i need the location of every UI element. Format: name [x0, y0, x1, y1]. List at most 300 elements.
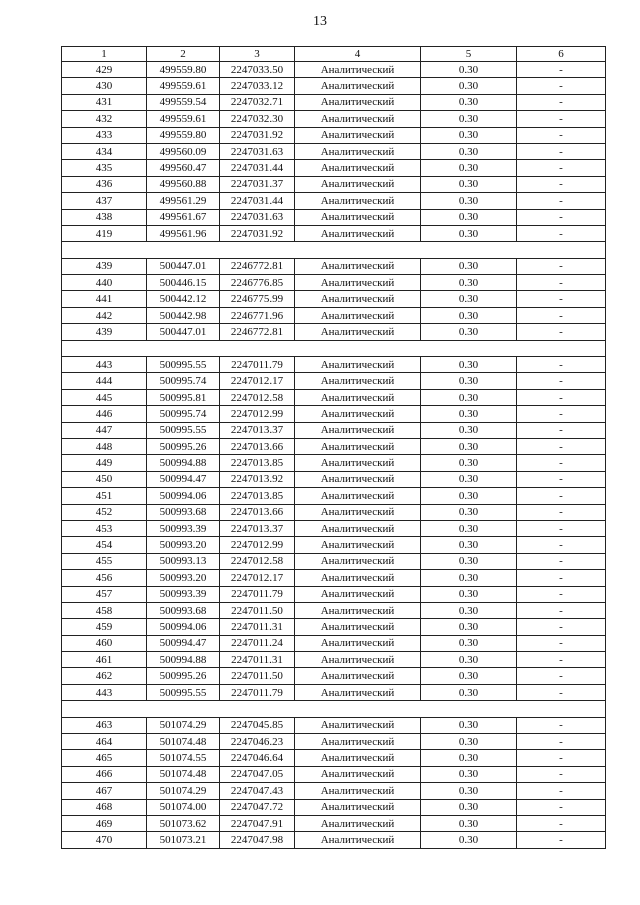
table-cell: 0.30: [421, 799, 517, 815]
table-cell: 0.30: [421, 471, 517, 487]
table-cell: 0.30: [421, 783, 517, 799]
table-cell: 2246771.96: [220, 307, 295, 323]
table-cell: 500993.68: [147, 602, 220, 618]
table-cell: Аналитический: [295, 62, 421, 78]
table-cell: 0.30: [421, 422, 517, 438]
table-cell: 500446.15: [147, 275, 220, 291]
table-cell: 0.30: [421, 619, 517, 635]
table-cell: 2247012.17: [220, 570, 295, 586]
table-cell: Аналитический: [295, 176, 421, 192]
table-row: [62, 602, 606, 618]
group-separator-row: [62, 701, 606, 717]
table-cell: 2247011.24: [220, 635, 295, 651]
column-header: 6: [517, 47, 606, 62]
table-cell: 0.30: [421, 488, 517, 504]
table-cell: -: [517, 143, 606, 159]
table-cell: -: [517, 160, 606, 176]
table-row: [62, 553, 606, 569]
table-cell: 0.30: [421, 602, 517, 618]
table-cell: 2247011.31: [220, 619, 295, 635]
table-cell: 451: [62, 488, 147, 504]
table-cell: 0.30: [421, 357, 517, 373]
table-cell: Аналитический: [295, 160, 421, 176]
table-cell: 0.30: [421, 635, 517, 651]
table-cell: -: [517, 111, 606, 127]
table-row: [62, 652, 606, 668]
table-cell: 2247047.43: [220, 783, 295, 799]
table-cell: 500442.12: [147, 291, 220, 307]
table-cell: Аналитический: [295, 307, 421, 323]
table-row: [62, 291, 606, 307]
column-header: 4: [295, 47, 421, 62]
table-cell: 440: [62, 275, 147, 291]
table-cell: 0.30: [421, 78, 517, 94]
table-cell: Аналитический: [295, 750, 421, 766]
table-cell: 2247047.05: [220, 766, 295, 782]
table-cell: -: [517, 537, 606, 553]
table-cell: Аналитический: [295, 193, 421, 209]
table-cell: 2247032.30: [220, 111, 295, 127]
table-cell: -: [517, 815, 606, 831]
table-cell: 500994.47: [147, 635, 220, 651]
table-cell: Аналитический: [295, 635, 421, 651]
column-header: 2: [147, 47, 220, 62]
table-cell: 443: [62, 684, 147, 700]
table-cell: -: [517, 94, 606, 110]
table-row: [62, 62, 606, 78]
table-cell: 2247013.85: [220, 488, 295, 504]
table-cell: 2247012.58: [220, 553, 295, 569]
table-cell: Аналитический: [295, 209, 421, 225]
table-cell: 449: [62, 455, 147, 471]
table-cell: 500993.20: [147, 570, 220, 586]
table-row: [62, 455, 606, 471]
table-cell: -: [517, 406, 606, 422]
table-cell: 2247031.92: [220, 225, 295, 241]
table-cell: 0.30: [421, 553, 517, 569]
table-cell: 0.30: [421, 176, 517, 192]
table-cell: 0.30: [421, 62, 517, 78]
table-cell: 2247046.23: [220, 734, 295, 750]
table-cell: 0.30: [421, 143, 517, 159]
table-row: [62, 160, 606, 176]
table-cell: 452: [62, 504, 147, 520]
table-cell: 500442.98: [147, 307, 220, 323]
table-cell: -: [517, 570, 606, 586]
table-cell: 499559.54: [147, 94, 220, 110]
table-row: [62, 307, 606, 323]
table-cell: 0.30: [421, 275, 517, 291]
table-cell: Аналитический: [295, 357, 421, 373]
table-cell: 429: [62, 62, 147, 78]
table-row: [62, 684, 606, 700]
table-row: [62, 143, 606, 159]
table-cell: 2247012.17: [220, 373, 295, 389]
table-cell: -: [517, 455, 606, 471]
table-cell: 437: [62, 193, 147, 209]
table-cell: 2247011.79: [220, 586, 295, 602]
table-cell: Аналитический: [295, 78, 421, 94]
table-cell: 435: [62, 160, 147, 176]
table-cell: 453: [62, 520, 147, 536]
table-cell: 461: [62, 652, 147, 668]
table-cell: 459: [62, 619, 147, 635]
table-cell: 2247011.79: [220, 684, 295, 700]
table-cell: Аналитический: [295, 668, 421, 684]
table-cell: 500993.39: [147, 520, 220, 536]
table-cell: 500994.06: [147, 488, 220, 504]
table-row: [62, 176, 606, 192]
table-row: [62, 766, 606, 782]
table-cell: 0.30: [421, 832, 517, 848]
table-cell: Аналитический: [295, 652, 421, 668]
table-cell: 499561.96: [147, 225, 220, 241]
empty-cell: [62, 340, 606, 356]
table-cell: Аналитический: [295, 127, 421, 143]
table-cell: 499560.88: [147, 176, 220, 192]
table-cell: 2247047.98: [220, 832, 295, 848]
table-row: [62, 78, 606, 94]
table-row: [62, 799, 606, 815]
table-cell: 443: [62, 357, 147, 373]
table-cell: -: [517, 62, 606, 78]
table-cell: -: [517, 488, 606, 504]
table-cell: 431: [62, 94, 147, 110]
table-cell: 0.30: [421, 160, 517, 176]
table-row: [62, 275, 606, 291]
table-row: [62, 127, 606, 143]
table-cell: 2247013.66: [220, 504, 295, 520]
table-cell: 0.30: [421, 406, 517, 422]
table-cell: 430: [62, 78, 147, 94]
table-cell: -: [517, 357, 606, 373]
table-cell: 0.30: [421, 537, 517, 553]
table-cell: 500993.68: [147, 504, 220, 520]
table-row: [62, 488, 606, 504]
table-cell: 456: [62, 570, 147, 586]
table-cell: -: [517, 504, 606, 520]
coordinates-table: [61, 46, 606, 849]
table-cell: -: [517, 520, 606, 536]
table-cell: 2247031.63: [220, 143, 295, 159]
table-cell: -: [517, 373, 606, 389]
page-number: 13: [313, 14, 327, 29]
table-cell: -: [517, 422, 606, 438]
table-cell: Аналитический: [295, 389, 421, 405]
table-cell: -: [517, 717, 606, 733]
table-cell: -: [517, 766, 606, 782]
table-cell: 0.30: [421, 815, 517, 831]
column-header: 3: [220, 47, 295, 62]
table-cell: 439: [62, 324, 147, 340]
group-separator-row: [62, 242, 606, 258]
table-cell: -: [517, 586, 606, 602]
table-cell: -: [517, 209, 606, 225]
table-cell: 2247031.92: [220, 127, 295, 143]
table-cell: -: [517, 471, 606, 487]
table-cell: -: [517, 307, 606, 323]
table-cell: 2246776.85: [220, 275, 295, 291]
table-cell: 501074.48: [147, 734, 220, 750]
table-cell: Аналитический: [295, 553, 421, 569]
table-cell: 0.30: [421, 455, 517, 471]
table-cell: 0.30: [421, 225, 517, 241]
table-cell: -: [517, 684, 606, 700]
table-cell: -: [517, 193, 606, 209]
empty-cell: [62, 242, 606, 258]
table-row: [62, 619, 606, 635]
table-cell: 441: [62, 291, 147, 307]
table-cell: 0.30: [421, 652, 517, 668]
table-cell: 500993.39: [147, 586, 220, 602]
table-cell: 500995.74: [147, 373, 220, 389]
table-cell: 499559.61: [147, 78, 220, 94]
table-cell: -: [517, 176, 606, 192]
table-cell: 447: [62, 422, 147, 438]
table-cell: 445: [62, 389, 147, 405]
table-cell: 2247032.71: [220, 94, 295, 110]
table-row: [62, 832, 606, 848]
table-cell: 468: [62, 799, 147, 815]
table-cell: Аналитический: [295, 258, 421, 274]
table-row: [62, 209, 606, 225]
table-cell: 457: [62, 586, 147, 602]
table-cell: 2247012.58: [220, 389, 295, 405]
table-cell: 2247013.85: [220, 455, 295, 471]
table-cell: -: [517, 635, 606, 651]
column-header: 1: [62, 47, 147, 62]
table-cell: -: [517, 78, 606, 94]
table-cell: 460: [62, 635, 147, 651]
table-cell: -: [517, 783, 606, 799]
table-row: [62, 504, 606, 520]
table-cell: 500995.55: [147, 357, 220, 373]
table-cell: Аналитический: [295, 275, 421, 291]
table-cell: -: [517, 438, 606, 454]
table-cell: 436: [62, 176, 147, 192]
table-cell: 2247047.91: [220, 815, 295, 831]
table-cell: -: [517, 619, 606, 635]
table-cell: 500995.55: [147, 422, 220, 438]
table-cell: 465: [62, 750, 147, 766]
table-cell: Аналитический: [295, 422, 421, 438]
table-cell: 500995.81: [147, 389, 220, 405]
table-cell: 2247031.44: [220, 193, 295, 209]
empty-cell: [62, 701, 606, 717]
table-cell: 0.30: [421, 373, 517, 389]
table-cell: 500994.06: [147, 619, 220, 635]
table-cell: 2246772.81: [220, 258, 295, 274]
table-cell: 499559.61: [147, 111, 220, 127]
table-cell: 500447.01: [147, 324, 220, 340]
table-cell: 2247011.50: [220, 668, 295, 684]
table-cell: 0.30: [421, 586, 517, 602]
table-cell: 500994.47: [147, 471, 220, 487]
table-cell: Аналитический: [295, 586, 421, 602]
table-cell: -: [517, 602, 606, 618]
table-row: [62, 373, 606, 389]
table-cell: 500447.01: [147, 258, 220, 274]
table-cell: Аналитический: [295, 537, 421, 553]
table-cell: -: [517, 750, 606, 766]
table-row: [62, 570, 606, 586]
table-cell: 500995.55: [147, 684, 220, 700]
table-cell: 500994.88: [147, 652, 220, 668]
table-cell: 501074.29: [147, 783, 220, 799]
table-cell: 0.30: [421, 668, 517, 684]
table-cell: Аналитический: [295, 373, 421, 389]
table-cell: -: [517, 553, 606, 569]
table-cell: 500993.13: [147, 553, 220, 569]
table-cell: -: [517, 389, 606, 405]
table-cell: 0.30: [421, 324, 517, 340]
table-cell: 0.30: [421, 750, 517, 766]
table-row: [62, 471, 606, 487]
table-cell: 0.30: [421, 127, 517, 143]
table-cell: 2247045.85: [220, 717, 295, 733]
table-cell: 500995.26: [147, 668, 220, 684]
table-cell: -: [517, 258, 606, 274]
table-cell: 500995.26: [147, 438, 220, 454]
table-cell: 500993.20: [147, 537, 220, 553]
table-cell: Аналитический: [295, 324, 421, 340]
table-cell: 2247013.92: [220, 471, 295, 487]
table-cell: 501073.62: [147, 815, 220, 831]
table-cell: Аналитический: [295, 94, 421, 110]
table-cell: 2247033.12: [220, 78, 295, 94]
table-cell: -: [517, 652, 606, 668]
group-separator-row: [62, 340, 606, 356]
table-cell: 439: [62, 258, 147, 274]
table-cell: 499560.09: [147, 143, 220, 159]
table-row: [62, 815, 606, 831]
table-row: [62, 734, 606, 750]
table-cell: 0.30: [421, 520, 517, 536]
table-cell: 0.30: [421, 307, 517, 323]
table-cell: 2247011.50: [220, 602, 295, 618]
table-cell: -: [517, 324, 606, 340]
table-cell: Аналитический: [295, 783, 421, 799]
table-cell: -: [517, 832, 606, 848]
table-cell: Аналитический: [295, 684, 421, 700]
table-cell: -: [517, 799, 606, 815]
table-row: [62, 783, 606, 799]
table-cell: Аналитический: [295, 734, 421, 750]
table-cell: -: [517, 225, 606, 241]
table-cell: -: [517, 275, 606, 291]
table-cell: 0.30: [421, 734, 517, 750]
table-cell: 500995.74: [147, 406, 220, 422]
table-row: [62, 225, 606, 241]
table-cell: 499559.80: [147, 62, 220, 78]
table-cell: 0.30: [421, 438, 517, 454]
table-cell: 2247031.63: [220, 209, 295, 225]
table-cell: 500994.88: [147, 455, 220, 471]
table-row: [62, 357, 606, 373]
table-cell: Аналитический: [295, 832, 421, 848]
table-cell: 2247047.72: [220, 799, 295, 815]
table-cell: 434: [62, 143, 147, 159]
table-cell: 466: [62, 766, 147, 782]
table-cell: Аналитический: [295, 471, 421, 487]
table-cell: 0.30: [421, 258, 517, 274]
table-row: [62, 193, 606, 209]
table-cell: 444: [62, 373, 147, 389]
table-cell: Аналитический: [295, 602, 421, 618]
table-cell: 0.30: [421, 111, 517, 127]
table-row: [62, 668, 606, 684]
table-cell: 0.30: [421, 717, 517, 733]
table-row: [62, 94, 606, 110]
table-row: [62, 258, 606, 274]
table-row: [62, 717, 606, 733]
table-cell: 501074.29: [147, 717, 220, 733]
table-cell: -: [517, 668, 606, 684]
table-cell: 501074.48: [147, 766, 220, 782]
table-cell: 462: [62, 668, 147, 684]
table-cell: Аналитический: [295, 455, 421, 471]
table-cell: 0.30: [421, 766, 517, 782]
table-cell: 2247011.31: [220, 652, 295, 668]
table-cell: Аналитический: [295, 406, 421, 422]
table-cell: 0.30: [421, 193, 517, 209]
table-cell: 499560.47: [147, 160, 220, 176]
table-cell: 467: [62, 783, 147, 799]
table-cell: 448: [62, 438, 147, 454]
table-cell: 463: [62, 717, 147, 733]
table-cell: 464: [62, 734, 147, 750]
table-cell: Аналитический: [295, 717, 421, 733]
table-cell: Аналитический: [295, 504, 421, 520]
table-cell: Аналитический: [295, 488, 421, 504]
table-cell: Аналитический: [295, 438, 421, 454]
table-cell: 2246772.81: [220, 324, 295, 340]
table-header-row: [62, 47, 606, 62]
table-cell: 450: [62, 471, 147, 487]
table-cell: Аналитический: [295, 766, 421, 782]
table-cell: Аналитический: [295, 799, 421, 815]
table-cell: Аналитический: [295, 111, 421, 127]
table-row: [62, 537, 606, 553]
table-cell: -: [517, 291, 606, 307]
table-cell: 438: [62, 209, 147, 225]
table-row: [62, 324, 606, 340]
table-cell: 499561.29: [147, 193, 220, 209]
table-cell: Аналитический: [295, 570, 421, 586]
table-row: [62, 422, 606, 438]
table-cell: 470: [62, 832, 147, 848]
table-cell: 2247033.50: [220, 62, 295, 78]
table-cell: Аналитический: [295, 815, 421, 831]
table-cell: 458: [62, 602, 147, 618]
table-cell: Аналитический: [295, 291, 421, 307]
table-cell: 2247012.99: [220, 406, 295, 422]
table-cell: Аналитический: [295, 143, 421, 159]
table-row: [62, 520, 606, 536]
table-cell: 442: [62, 307, 147, 323]
table-cell: 501074.00: [147, 799, 220, 815]
table-row: [62, 586, 606, 602]
table-cell: 501073.21: [147, 832, 220, 848]
table-cell: 499561.67: [147, 209, 220, 225]
table-cell: 0.30: [421, 209, 517, 225]
table-row: [62, 389, 606, 405]
table-cell: 0.30: [421, 291, 517, 307]
table-cell: 499559.80: [147, 127, 220, 143]
table-cell: -: [517, 127, 606, 143]
table-cell: -: [517, 734, 606, 750]
table-cell: 446: [62, 406, 147, 422]
